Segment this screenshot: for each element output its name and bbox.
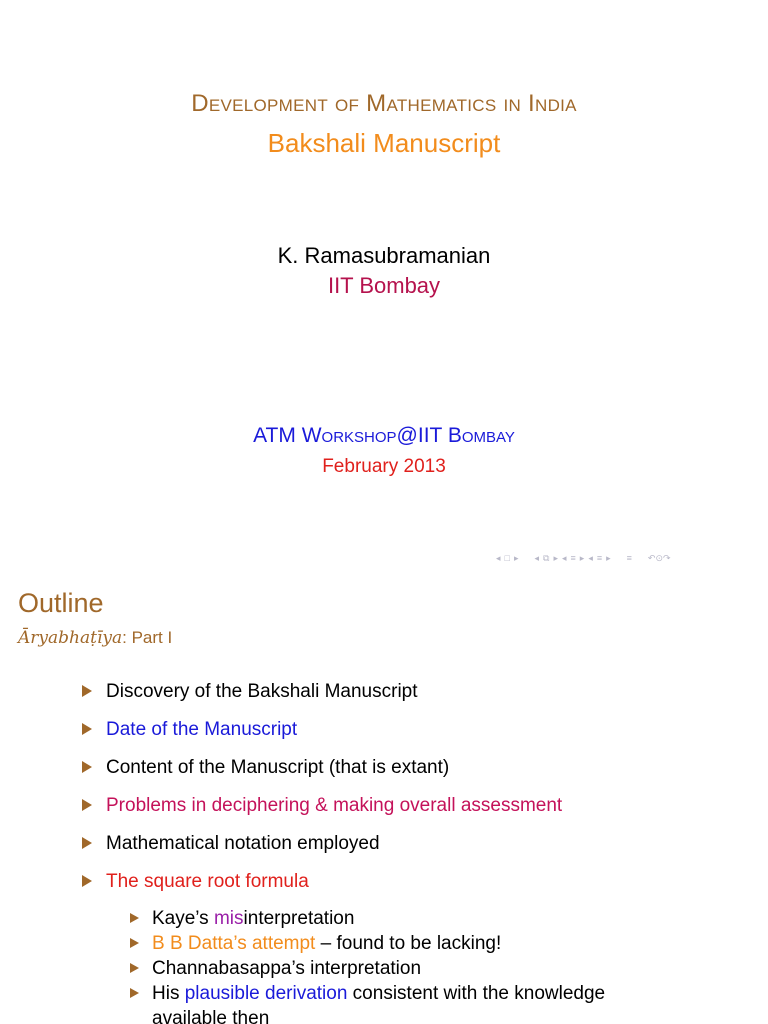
presentation-subtitle: Bakshali Manuscript [267, 128, 501, 158]
event-name: ATM Workshop@IIT Bombay [253, 424, 515, 447]
bullet-icon [82, 723, 92, 735]
nav-search-icon[interactable]: ↶⊙↷ [647, 553, 671, 563]
list-item: Discovery of the Bakshali Manuscript [80, 680, 760, 703]
sublist-item-derivation: His plausible derivation consistent with the knowledge available then [128, 981, 748, 1024]
bullet-icon [82, 875, 92, 887]
nav-first-icon[interactable]: ◂ [496, 553, 501, 563]
bullet-icon [130, 938, 139, 948]
frame-subtitle-rest: : Part I [122, 628, 173, 647]
bullet-icon [130, 913, 139, 923]
nav-last-icon[interactable]: ≡ [626, 553, 632, 563]
frame-subtitle-italic: Āryabhaṭīya [18, 628, 123, 648]
nav-subsection-icon[interactable]: ≡ [596, 553, 603, 563]
list-item: Mathematical notation employed [80, 832, 760, 855]
outline-slide [0, 578, 768, 1024]
bullet-icon [82, 799, 92, 811]
list-item: Problems in deciphering & making overall assessment [80, 794, 760, 817]
sublist-item-kaye: Kaye’s misinterpretation [128, 906, 748, 931]
outline-sublist [128, 906, 748, 1024]
bullet-icon [82, 761, 92, 773]
sublist-item-channabasappa: Channabasappa’s interpretation [128, 956, 748, 981]
beamer-navigation [496, 551, 671, 565]
author-institute: IIT Bombay [327, 273, 441, 298]
presentation-title: Development of Mathematics in India [191, 90, 577, 117]
author-name: K. Ramasubramanian [277, 243, 491, 268]
sublist-item-datta: B B Datta’s attempt – found to be lacking! [128, 931, 748, 956]
bullet-icon [82, 837, 92, 849]
outline-list [80, 680, 760, 908]
frame-subtitle [18, 628, 172, 648]
nav-section-icon[interactable]: ≡ [570, 553, 576, 563]
list-item: The square root formula [80, 870, 760, 893]
list-item: Content of the Manuscript (that is extant) [80, 756, 760, 779]
bullet-icon [130, 963, 139, 973]
nav-section-prev-icon[interactable]: ◂ [562, 553, 567, 563]
nav-next2-icon[interactable]: ▸ [553, 553, 558, 563]
bullet-icon [130, 988, 139, 998]
list-item: Date of the Manuscript [80, 718, 760, 741]
nav-subsection-prev-icon[interactable]: ◂ [588, 553, 593, 563]
nav-prev-icon[interactable]: ◂ [534, 553, 540, 563]
frame-title: Outline [18, 588, 104, 618]
nav-subsection-next-icon[interactable]: ▸ [606, 553, 611, 563]
nav-subframe-icon[interactable]: ⧉ [543, 553, 550, 563]
bullet-icon [82, 685, 92, 697]
nav-frame-icon[interactable]: □ [504, 553, 510, 563]
nav-section-next-icon[interactable]: ▸ [579, 553, 585, 563]
nav-next-icon[interactable]: ▸ [513, 553, 519, 563]
presentation-date: February 2013 [322, 456, 446, 477]
